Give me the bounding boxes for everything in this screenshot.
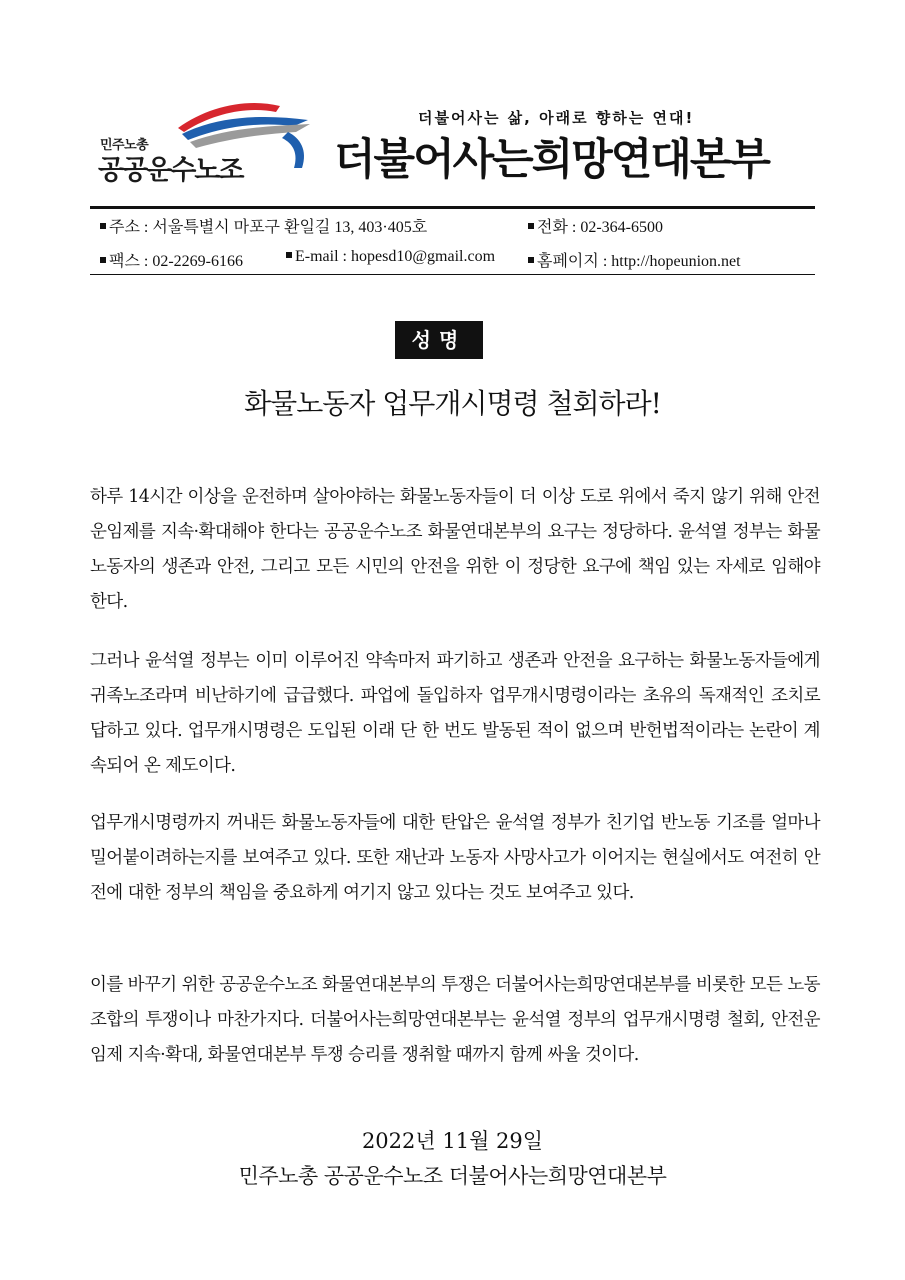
email-item bbox=[286, 248, 495, 266]
phone-text: 전화 : 02-364-6500 bbox=[537, 219, 664, 236]
body-paragraph-1: 하루 14시간 이상을 운전하며 살아야하는 화물노동자들이 더 이상 도로 위에서 죽지 않기 위해 안전운임제를 지속·확대해야 한다는 공공운수노조 화물연대본부의 요구는 정당하다. 윤석열 정부는 화물노동자의 생존과 안전, 그리고 모든 시민의 안전을 위한 이 정당한 요구에 책임 있는 자세로 임해야 한다. bbox=[90, 487, 820, 612]
homepage-item bbox=[528, 248, 741, 271]
statement-date: 2022년 11월 29일 bbox=[361, 1129, 544, 1153]
bullet-icon bbox=[286, 252, 292, 258]
bullet-icon bbox=[100, 257, 106, 263]
slogan: 더불어사는 삶, 아래로 향하는 연대! bbox=[418, 109, 695, 127]
statement-title: 화물노동자 업무개시명령 철회하라! bbox=[244, 387, 661, 420]
logo-top-text: 민주노총 bbox=[100, 138, 149, 153]
bullet-icon bbox=[528, 257, 534, 263]
address-item bbox=[100, 214, 427, 237]
fax-item bbox=[100, 248, 243, 271]
homepage-link[interactable]: 홈페이지 : http://hopeunion.net bbox=[537, 253, 741, 270]
body-paragraph-3: 업무개시명령까지 꺼내든 화물노동자들에 대한 탄압은 윤석열 정부가 친기업 반노동 기조를 얼마나 밀어붙이려하는지를 보여주고 있다. 또한 재난과 노동자 사망사고가 이어지는 현실에서도 여전히 안전에 대한 정부의 책임을 중요하게 여기지 않고 있다는 것도 보여주고 있다. bbox=[90, 813, 820, 903]
statement-signer: 민주노총 공공운수노조 더불어사는희망연대본부 bbox=[238, 1164, 667, 1188]
logo-main-text: 공공운수노조 bbox=[98, 155, 243, 186]
union-logo bbox=[96, 96, 326, 186]
header-rule-bottom bbox=[90, 274, 815, 275]
fax-text: 팩스 : 02-2269-6166 bbox=[109, 253, 244, 270]
bullet-icon bbox=[100, 223, 106, 229]
body-paragraph-2: 그러나 윤석열 정부는 이미 이루어진 약속마저 파기하고 생존과 안전을 요구하는 화물노동자들에게 귀족노조라며 비난하기에 급급했다. 파업에 돌입하자 업무개시명령이라는 초유의 독재적인 조치로 답하고 있다. 업무개시명령은 도입된 이래 단 한 번도 발동된 적이 없으며 반헌법적이라는 논란이 계속되어 온 제도이다. bbox=[90, 651, 820, 776]
email-text: E-mail : hopesd10@gmail.com bbox=[295, 248, 496, 265]
statement-badge: 성명 bbox=[395, 321, 483, 359]
bullet-icon bbox=[528, 223, 534, 229]
org-title: 더불어사는희망연대본부 bbox=[334, 135, 769, 185]
phone-item bbox=[528, 214, 663, 237]
address-text: 주소 : 서울특별시 마포구 환일길 13, 403·405호 bbox=[109, 219, 428, 236]
header-rule-top bbox=[90, 206, 815, 209]
body-paragraph-4: 이를 바꾸기 위한 공공운수노조 화물연대본부의 투쟁은 더불어사는희망연대본부를 비롯한 모든 노동조합의 투쟁이나 마찬가지다. 더불어사는희망연대본부는 윤석열 정부의 업무개시명령 철회, 안전운임제 지속·확대, 화물연대본부 투쟁 승리를 쟁취할 때까지 함께 싸울 것이다. bbox=[90, 975, 820, 1065]
